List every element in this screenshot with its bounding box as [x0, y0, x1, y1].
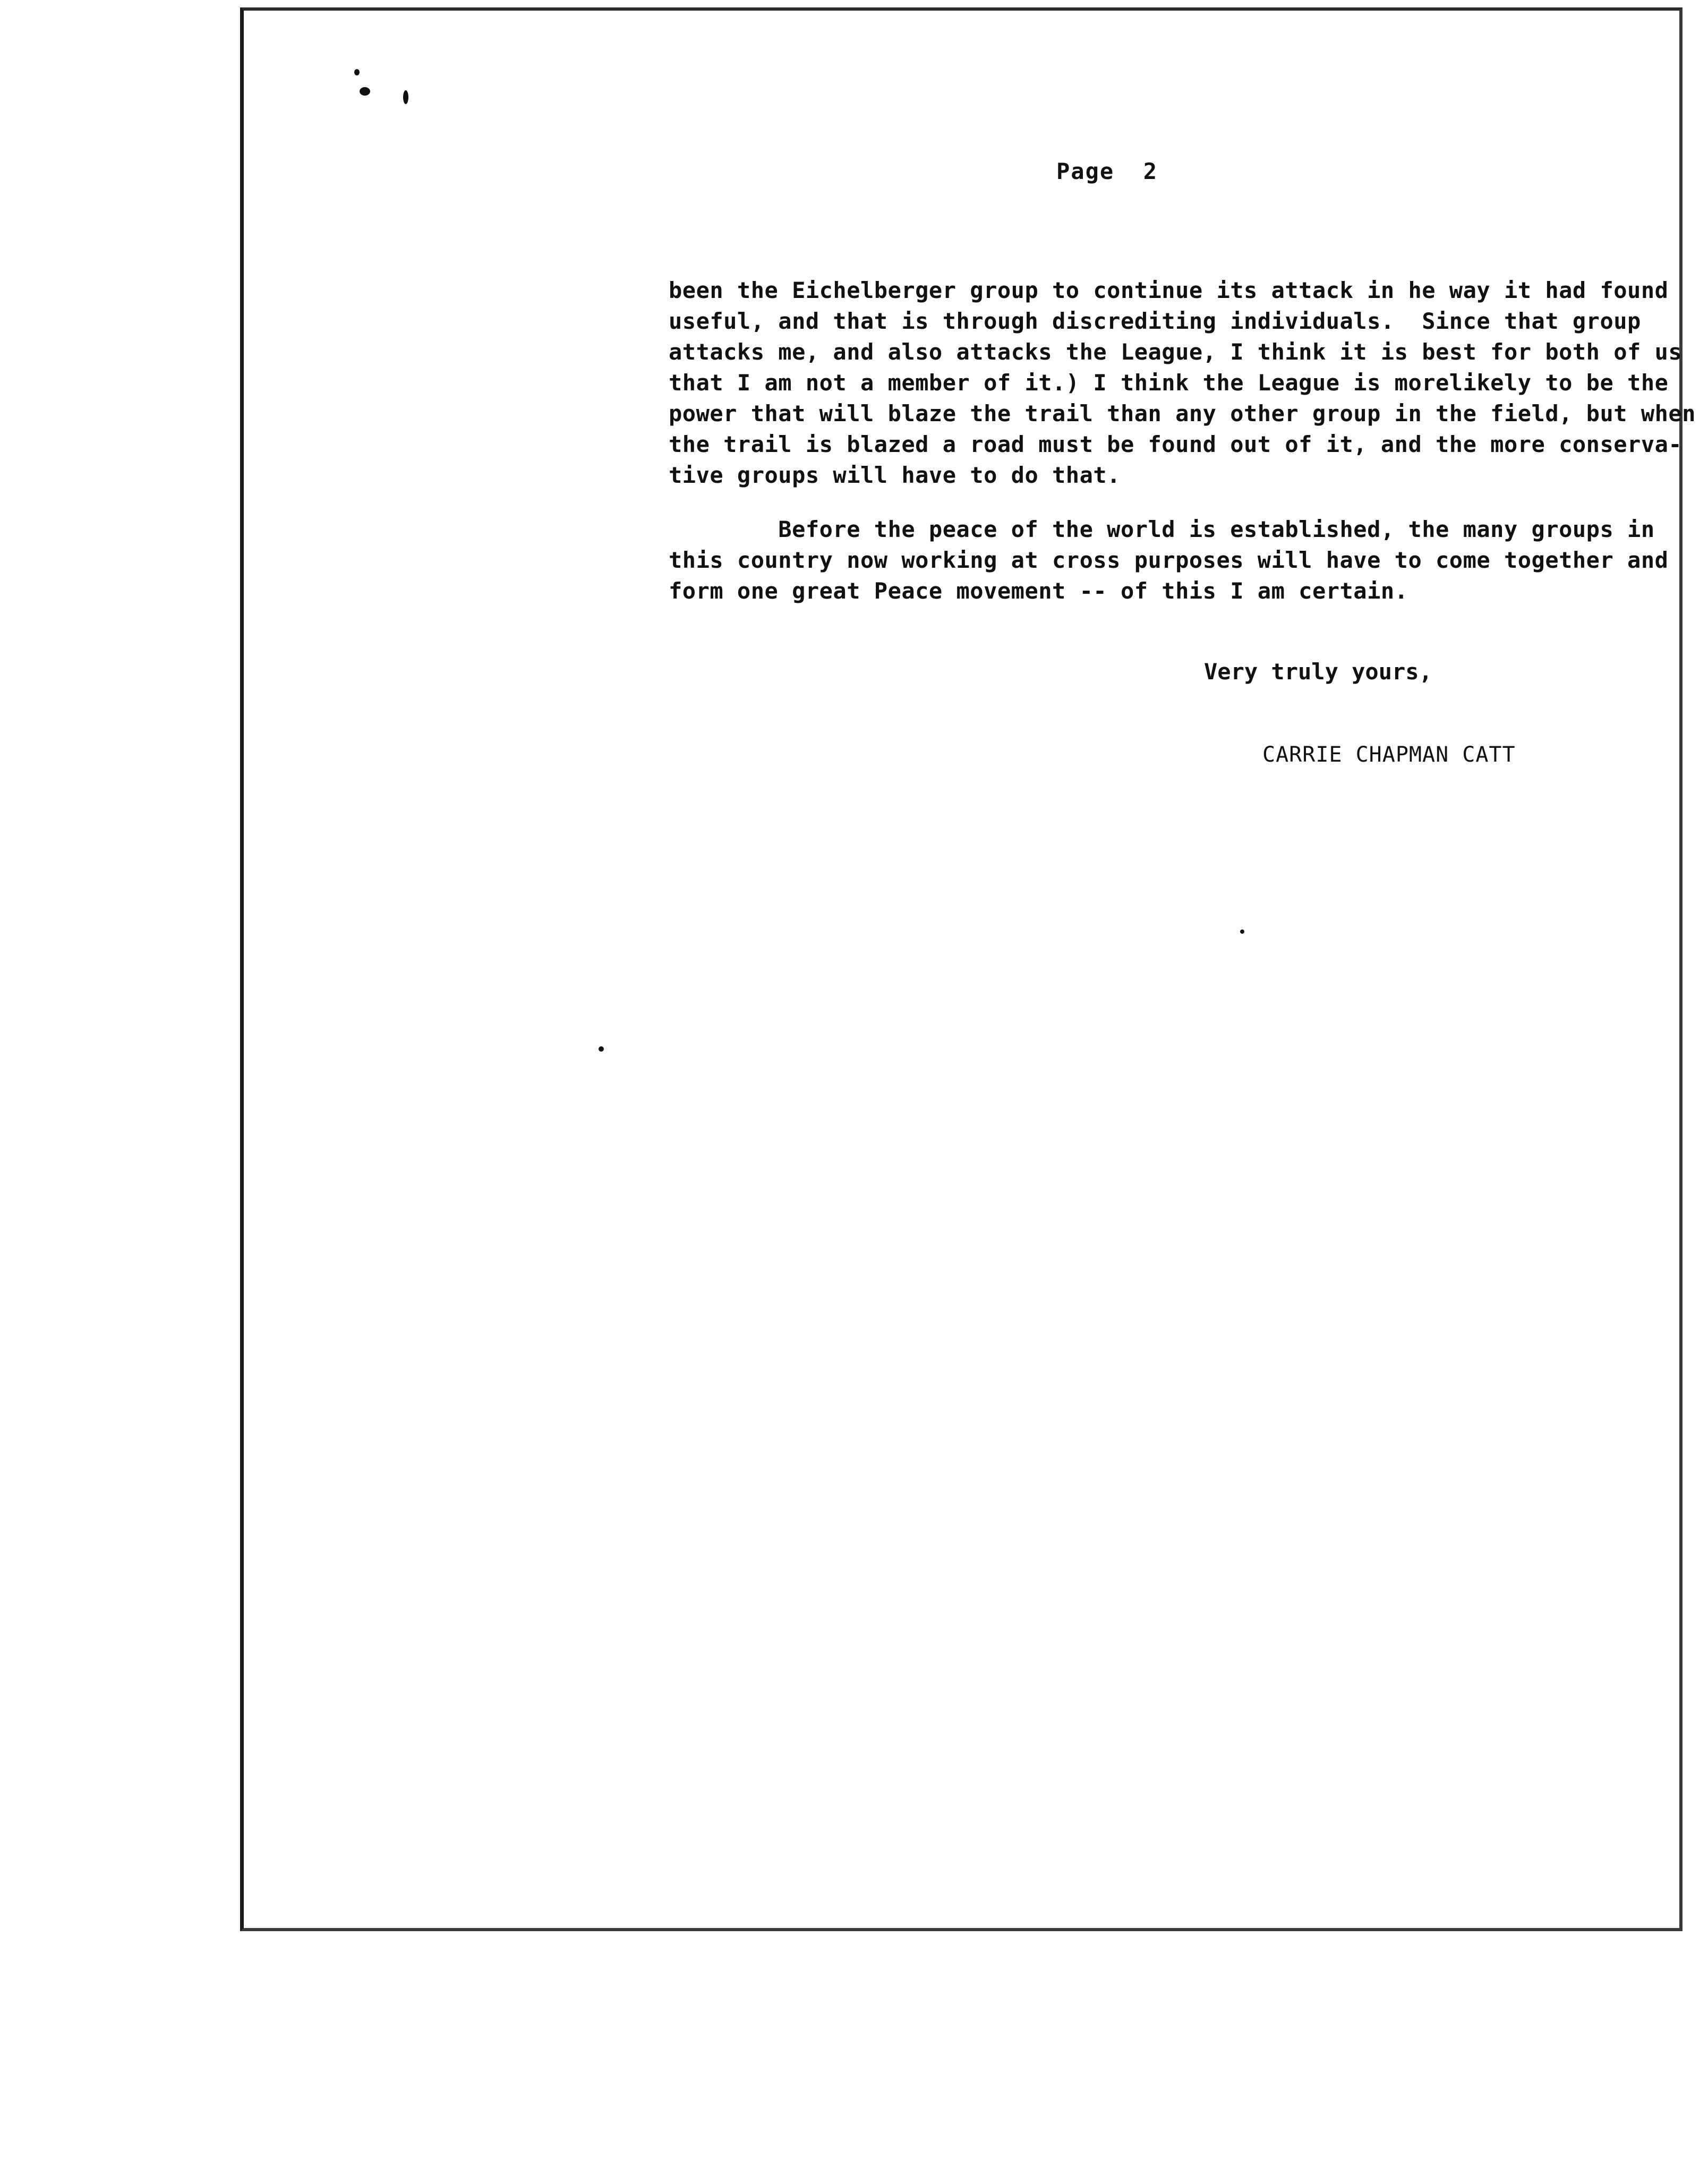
- scan-speck: [360, 87, 370, 96]
- text-line: tive groups will have to do that.: [669, 462, 1121, 488]
- scan-speck: [1240, 929, 1244, 934]
- body-paragraph-1: [669, 275, 1696, 491]
- signature-line: CARRIE CHAPMAN CATT: [1262, 743, 1516, 767]
- text-line: Before the peace of the world is established, the many groups in: [669, 516, 1655, 542]
- scan-speck: [403, 90, 408, 104]
- scan-speck: [599, 1046, 604, 1052]
- text-line: useful, and that is through discrediting individuals. Since that group: [669, 308, 1641, 334]
- text-line: been the Eichelberger group to continue its attack in he way it had found: [669, 277, 1669, 303]
- text-line: form one great Peace movement -- of this I am certain.: [669, 578, 1408, 604]
- text-line: attacks me, and also attacks the League, I think it is best for both of us: [669, 339, 1683, 365]
- scan-speck: [354, 69, 360, 75]
- text-line: this country now working at cross purposes will have to come together and: [669, 547, 1669, 573]
- text-line: that I am not a member of it.) I think the League is morelikely to be the: [669, 370, 1669, 396]
- page-number: Page 2: [1056, 158, 1158, 184]
- document-page: [240, 7, 1696, 1931]
- closing-salutation: Very truly yours,: [1204, 659, 1432, 685]
- body-paragraph-2: [669, 514, 1668, 607]
- text-line: the trail is blazed a road must be found out of it, and the more conserva-: [669, 431, 1683, 457]
- text-line: power that will blaze the trail than any other group in the field, but when: [669, 400, 1696, 426]
